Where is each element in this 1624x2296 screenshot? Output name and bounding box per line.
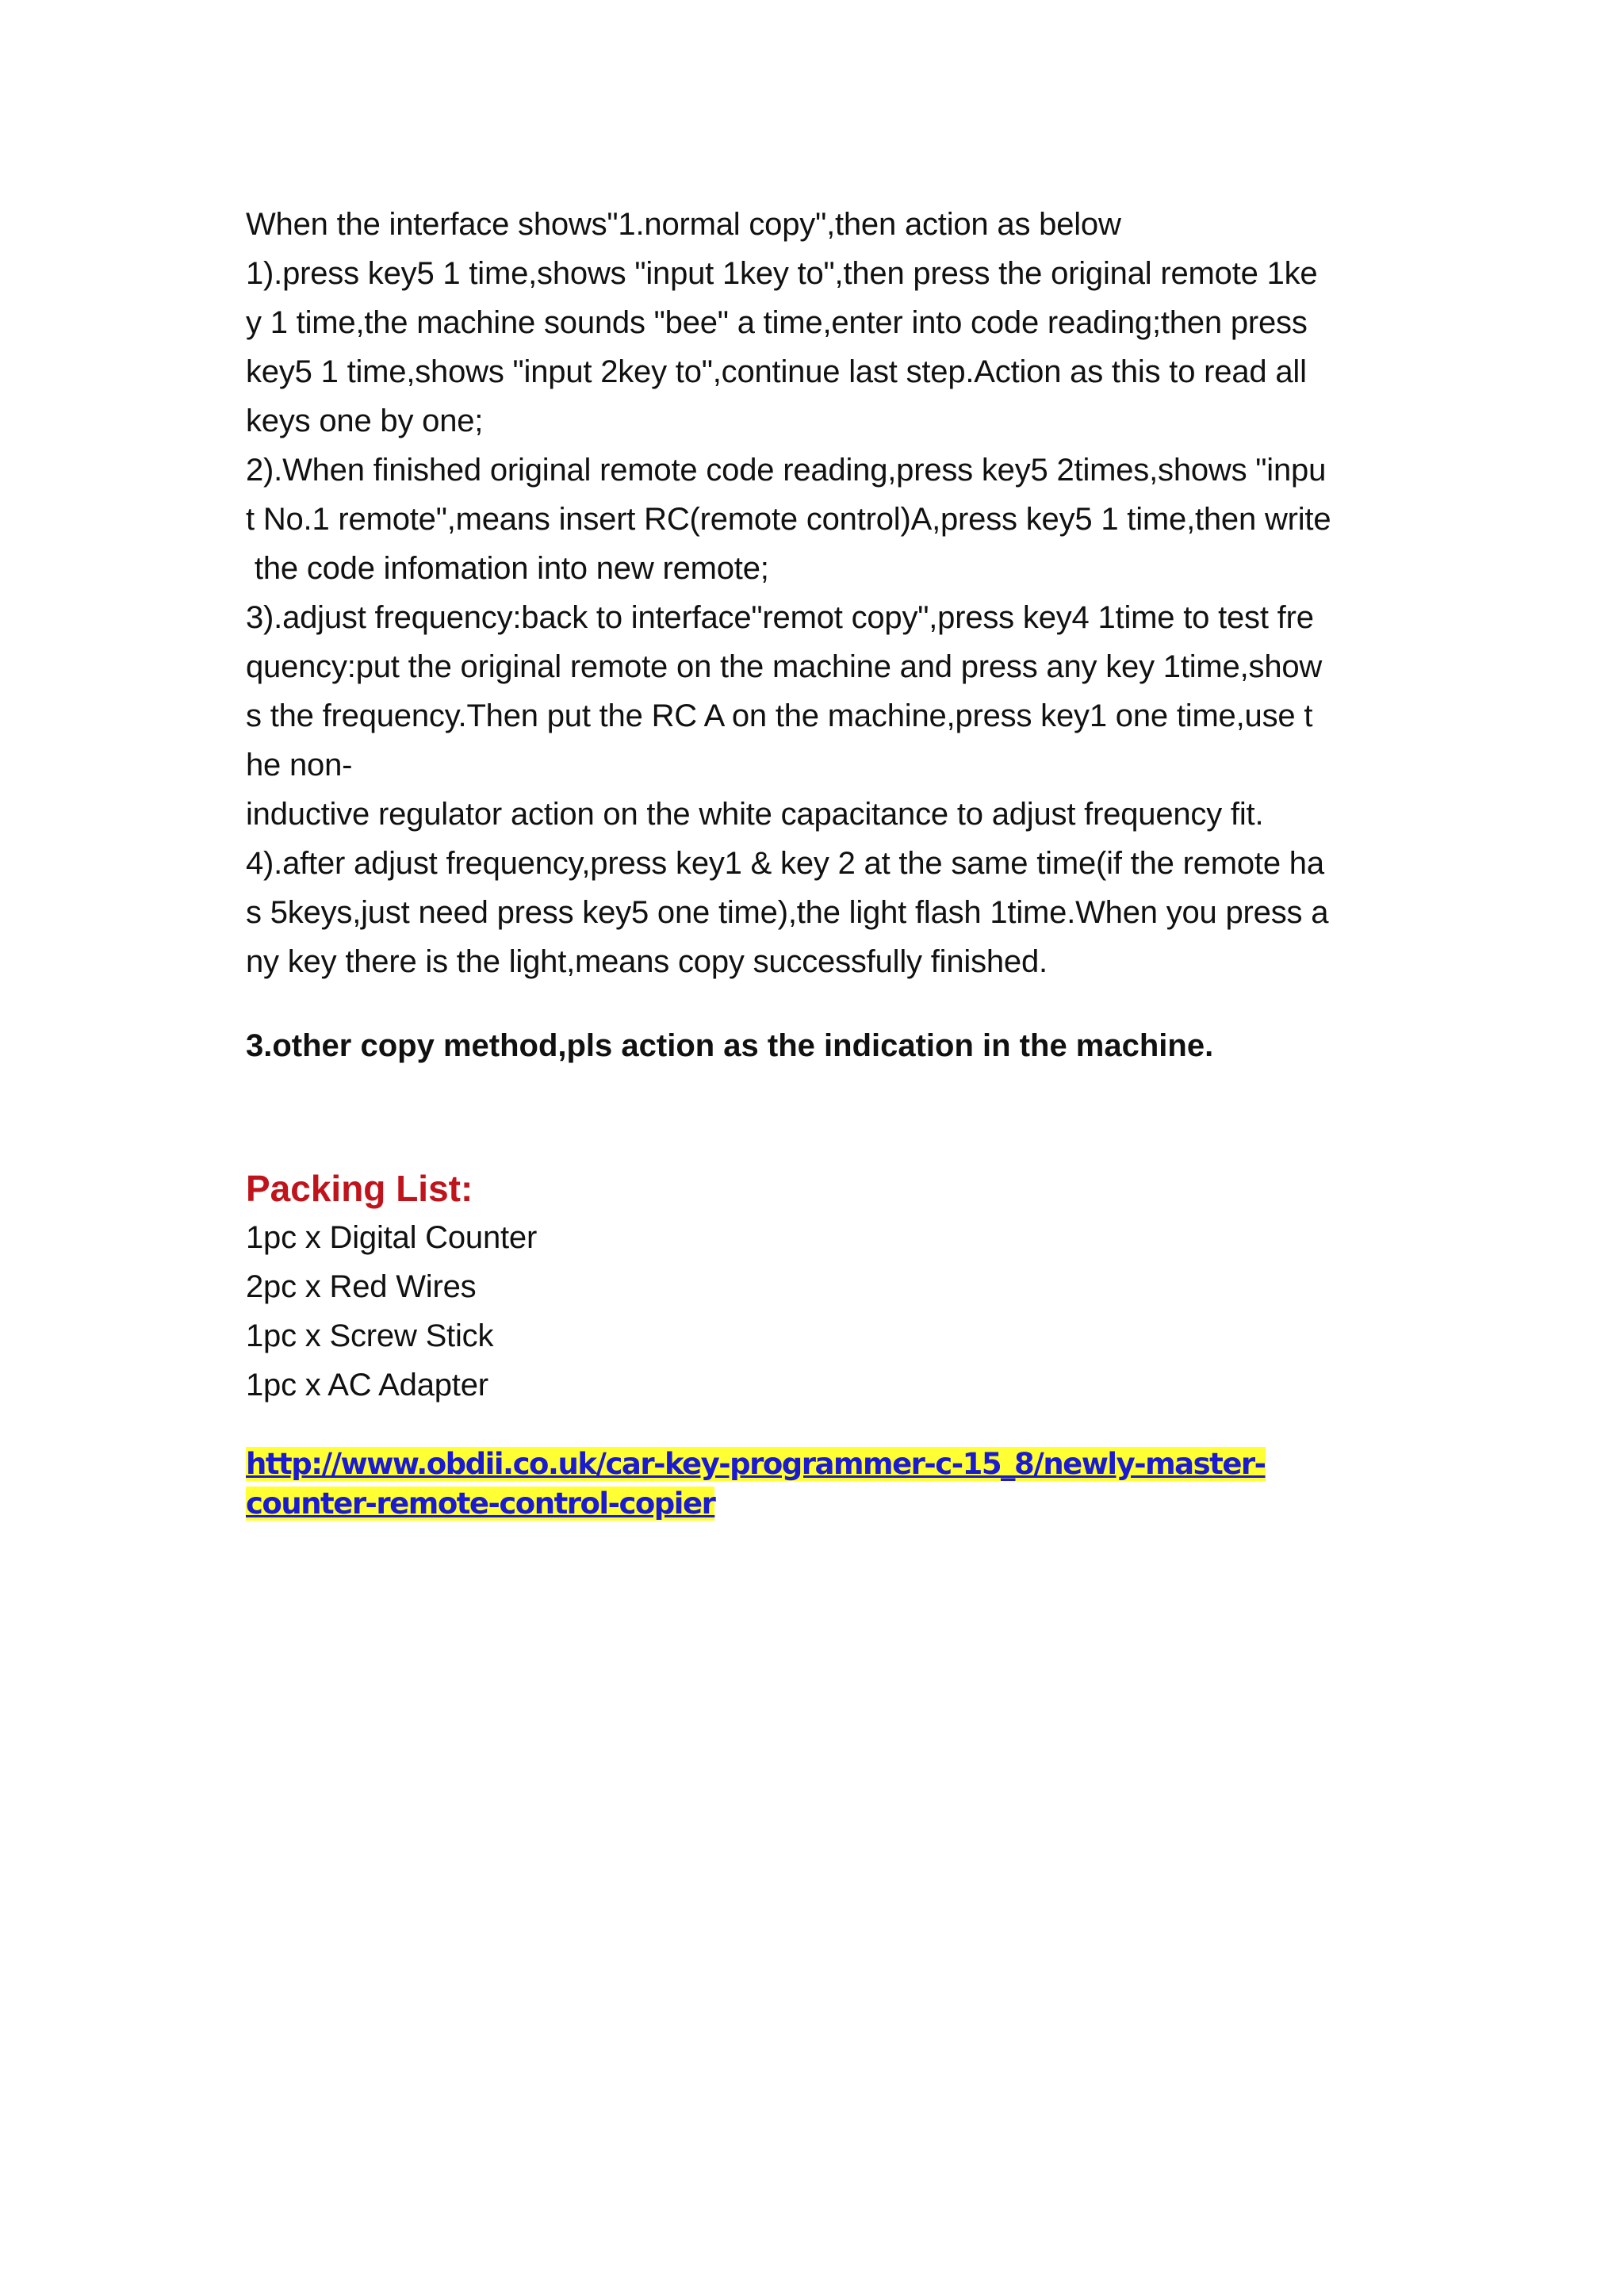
instruction-line: 1).press key5 1 time,shows "input 1key to",then press the original remote 1ke <box>246 256 1318 291</box>
instruction-line: key5 1 time,shows "input 2key to",continue last step.Action as this to read all <box>246 354 1307 389</box>
instruction-line: 4).after adjust frequency,press key1 & key 2 at the same time(if the remote ha <box>246 846 1324 881</box>
packing-list-item: 1pc x AC Adapter <box>246 1368 488 1402</box>
instruction-line: s the frequency.Then put the RC A on the machine,press key1 one time,use t <box>246 698 1313 733</box>
instruction-line: ny key there is the light,means copy successfully finished. <box>246 944 1048 979</box>
instruction-line: keys one by one; <box>246 404 484 438</box>
instruction-line: y 1 time,the machine sounds "bee" a time,enter into code reading;then press <box>246 305 1308 340</box>
packing-list <box>246 1213 1388 1410</box>
instruction-line: s 5keys,just need press key5 one time),the light flash 1time.When you press a <box>246 895 1329 930</box>
instruction-line: 2).When finished original remote code reading,press key5 2times,shows "inpu <box>246 453 1327 488</box>
instruction-line: t No.1 remote",means insert RC(remote control)A,press key5 1 time,then write <box>246 502 1331 537</box>
other-method-note: 3.other copy method,pls action as the indication in the machine. <box>246 1028 1214 1063</box>
instruction-line: the code infomation into new remote; <box>246 551 769 586</box>
packing-list-item: 2pc x Red Wires <box>246 1269 477 1304</box>
packing-list-item: 1pc x Screw Stick <box>246 1318 494 1353</box>
instruction-line: When the interface shows"1.normal copy",then action as below <box>246 207 1121 242</box>
product-link-line-2[interactable]: counter-remote-control-copier <box>246 1487 715 1521</box>
instruction-line: he non- <box>246 748 353 783</box>
instruction-line: inductive regulator action on the white capacitance to adjust frequency fit. <box>246 797 1264 832</box>
product-link-line-1[interactable]: http://www.obdii.co.uk/car-key-programmer-c-15_8/newly-master- <box>246 1447 1266 1481</box>
packing-list-heading: Packing List: <box>246 1168 473 1209</box>
packing-list-item: 1pc x Digital Counter <box>246 1220 538 1255</box>
instruction-line: quency:put the original remote on the machine and press any key 1time,show <box>246 649 1323 684</box>
instruction-block <box>246 200 1388 986</box>
instruction-line: 3).adjust frequency:back to interface"remot copy",press key4 1time to test fre <box>246 600 1314 635</box>
page-content <box>246 200 1388 1524</box>
product-link[interactable] <box>246 1445 1388 1524</box>
